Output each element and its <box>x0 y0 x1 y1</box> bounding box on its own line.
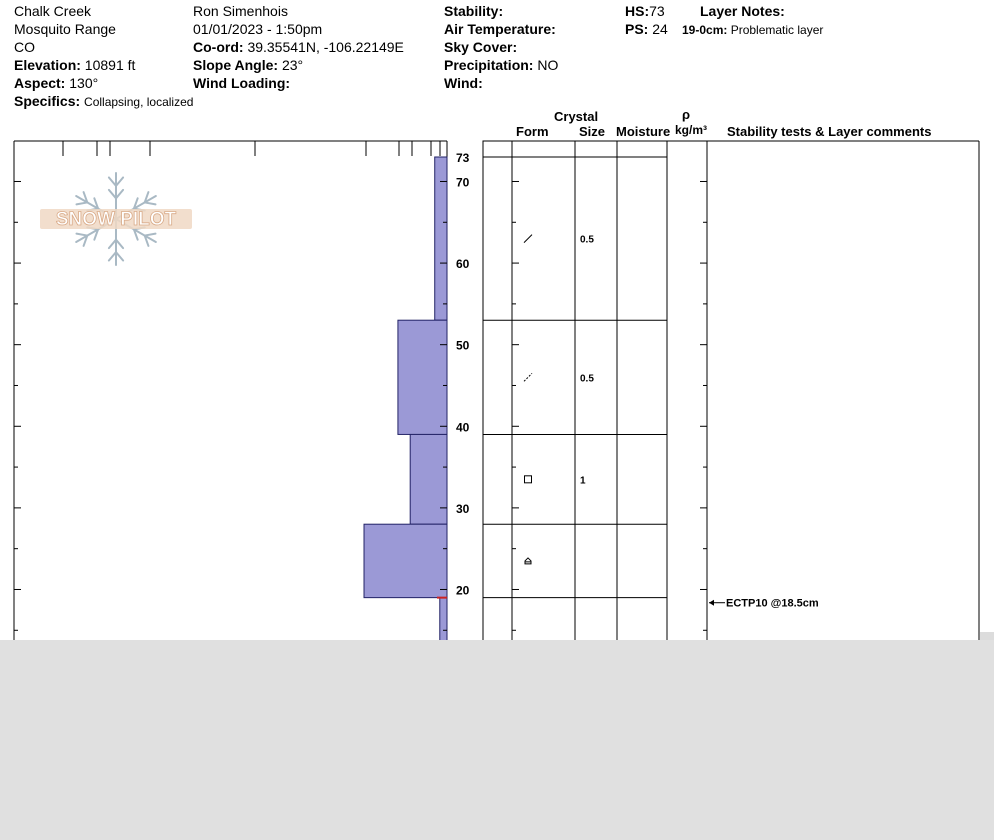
depth-tick-label: 73 <box>456 151 470 165</box>
stability-label: Stability: <box>444 3 504 19</box>
elevation-value: 10891 ft <box>84 57 136 73</box>
date-time: 01/01/2023 - 1:50pm <box>193 21 323 37</box>
hardness-layer-bar <box>364 524 447 597</box>
crystal-band-frame <box>483 141 707 640</box>
moisture-header: Moisture <box>616 124 671 139</box>
coord-label: Co-ord: <box>193 39 244 55</box>
layer-note-depth: 19-0cm: <box>682 23 728 37</box>
crystal-size-label: 0.5 <box>580 373 594 385</box>
elevation-label: Elevation: <box>14 57 81 73</box>
slope-label: Slope Angle: <box>193 57 279 73</box>
observer: Ron Simenhois <box>193 3 288 19</box>
ps-label: PS: <box>625 21 649 37</box>
depth-tick-label: 70 <box>456 175 470 190</box>
slope-value: 23° <box>281 57 304 73</box>
layer-note-text: Problematic layer <box>730 23 824 37</box>
snowpilot-logo <box>40 173 192 265</box>
crystal-size-label: 1 <box>580 475 586 487</box>
state: CO <box>14 39 35 55</box>
decomposing-crystal-symbol <box>524 373 532 381</box>
hardness-layer-bar <box>398 320 447 434</box>
scrollbar-corner <box>980 632 994 640</box>
sky-cover-label: Sky Cover: <box>444 39 518 55</box>
air-temperature-label: Air Temperature: <box>444 21 556 37</box>
depth-tick-label: 30 <box>456 501 470 516</box>
comments-header: Stability tests & Layer comments <box>727 124 932 139</box>
size-header: Size <box>579 124 606 139</box>
rho-header: ρ <box>682 107 691 122</box>
ps-value: 24 <box>652 21 668 37</box>
hs-value: 73 <box>649 3 665 19</box>
hardness-layer-bar <box>410 434 447 524</box>
aspect-label: Aspect: <box>14 75 66 91</box>
layer-notes-label: Layer Notes: <box>700 3 785 19</box>
stability-test-label: ECTP10 @18.5cm <box>726 597 819 610</box>
faceted-crystal-symbol <box>525 476 532 483</box>
crystal-size-label: 0.5 <box>580 234 594 246</box>
decomposing-crystal-symbol <box>524 235 532 243</box>
mountain-range: Mosquito Range <box>14 21 116 37</box>
crystal-header: Crystal <box>554 109 599 124</box>
logo-text: SNOW PILOT <box>55 209 177 230</box>
hardness-layer-bar <box>440 598 447 640</box>
aspect-value: 130° <box>69 75 99 91</box>
density-unit-header: kg/m³ <box>675 123 708 137</box>
precip-value: NO <box>537 57 559 73</box>
depth-tick-label: 20 <box>456 583 470 598</box>
depth-tick-label: 60 <box>456 257 470 272</box>
depth-tick-label: 40 <box>456 420 470 435</box>
specifics-label: Specifics: <box>14 93 81 109</box>
wind-label: Wind: <box>444 75 483 91</box>
depth-tick-label: 50 <box>456 338 470 353</box>
depth-hoar-symbol <box>525 558 531 564</box>
location: Chalk Creek <box>14 3 92 19</box>
coord-value: 39.35541N, -106.22149E <box>247 39 404 55</box>
stability-test-arrowhead <box>709 600 714 606</box>
precip-label: Precipitation: <box>444 57 534 73</box>
hs-label: HS: <box>625 3 650 19</box>
form-header: Form <box>516 124 549 139</box>
wind-loading-label: Wind Loading: <box>193 75 291 91</box>
specifics-value: Collapsing, localized <box>84 95 194 109</box>
